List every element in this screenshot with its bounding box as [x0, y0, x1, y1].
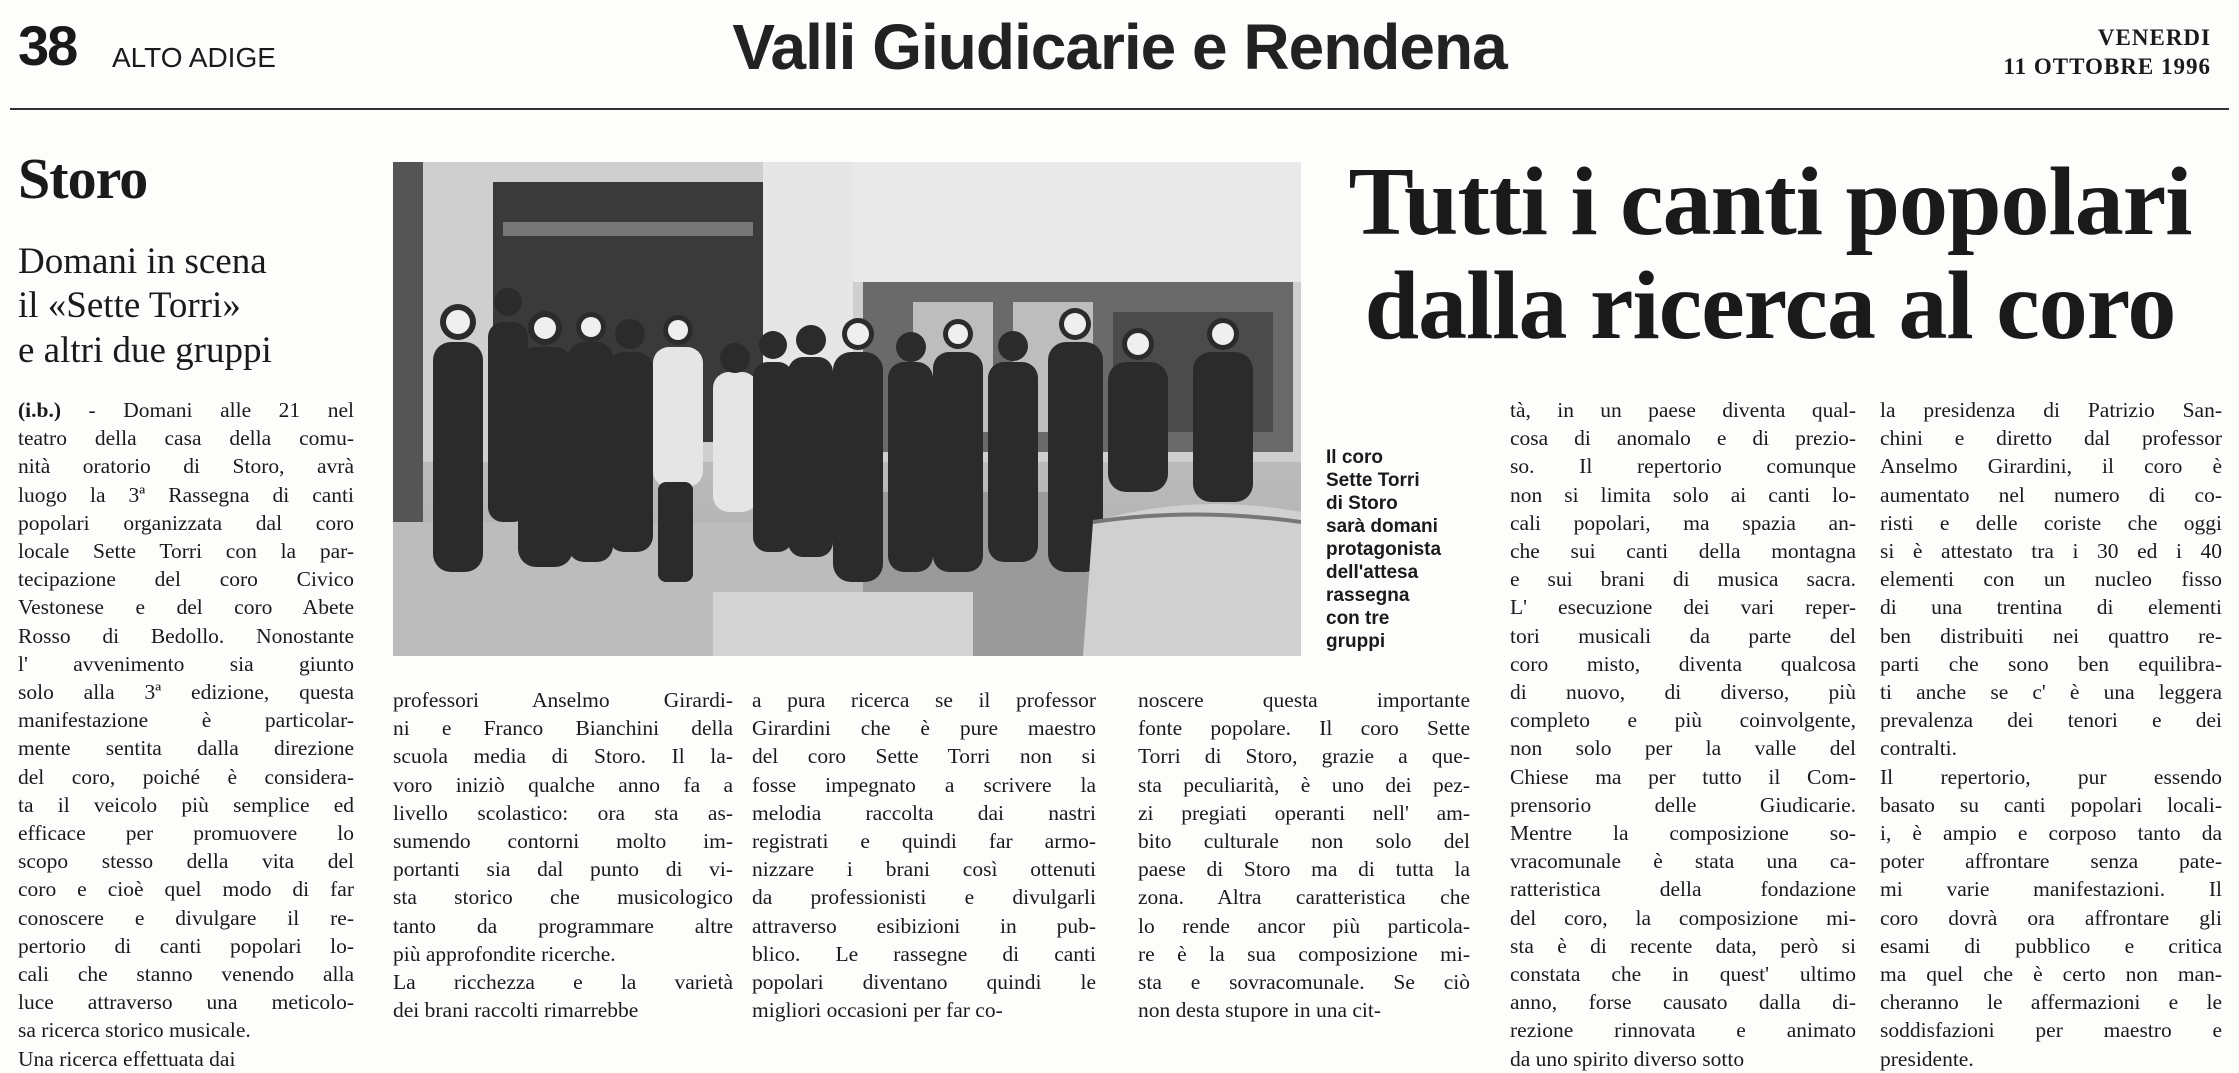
deck-line: il «Sette Torri»: [18, 285, 241, 327]
text-line: più approfondite ricerche.: [393, 941, 616, 966]
text-line: L' esecuzione dei vari reper-: [1510, 595, 1856, 620]
text-line: coro misto, diventa qualcosa: [1510, 651, 1856, 676]
text-line: ratteristica della fondazione: [1510, 877, 1856, 902]
choir-photo: [393, 162, 1301, 656]
text-line: coro e cioè quel modo di far: [18, 877, 354, 902]
text-line: non si limita solo ai canti lo-: [1510, 482, 1856, 507]
text-line: (i.b.) - Domani alle 21 nel: [18, 398, 354, 422]
text-line: migliori occasioni per far co-: [752, 998, 1003, 1023]
article-deck: [18, 240, 378, 373]
text-line: zi pregiati operanti nell' am-: [1138, 800, 1470, 825]
text-line: parti che sono ben equilibra-: [1880, 651, 2222, 676]
text-line: registrati e quindi far armo-: [752, 829, 1096, 854]
text-line: si è attestato tra i 30 ed i 40: [1880, 539, 2222, 564]
text-line: cali popolari, ma spazia an-: [1510, 510, 1856, 535]
caption-line: dell'attesa: [1326, 562, 1419, 583]
text-line: sta è di recente data, però si: [1510, 933, 1856, 958]
caption-line: con tre: [1326, 608, 1390, 629]
text-line: so. Il repertorio comunque: [1510, 454, 1856, 479]
caption-line: protagonista: [1326, 539, 1442, 560]
text-line: sta e sovracomunale. Se ciò: [1138, 970, 1470, 995]
byline: (i.b.): [18, 398, 61, 422]
text-line: tecipazione del coro Civico: [18, 567, 354, 592]
text-line: popolari diventano quindi le: [752, 970, 1096, 995]
text-line: attraverso esibizioni in pub-: [752, 913, 1096, 938]
text-line: conoscere e divulgare il re-: [18, 905, 354, 930]
text-line: lo rende ancor più particola-: [1138, 913, 1470, 938]
text-line: del coro, poiché è considera-: [18, 764, 354, 789]
caption-line: Il coro: [1326, 447, 1384, 468]
text-line: constata che in quest' ultimo: [1510, 962, 1856, 987]
text-line: del coro Sette Torri non si: [752, 744, 1096, 769]
choir-photo-image: [393, 162, 1301, 656]
text-line: da professionisti e divulgarli: [752, 885, 1096, 910]
text-line: la presidenza di Patrizio San-: [1880, 398, 2222, 422]
text-line: re è la sua composizione mi-: [1138, 941, 1470, 966]
text-line: l' avvenimento sia giunto: [18, 651, 354, 676]
article-location: Storo: [18, 146, 148, 211]
text-line: luce attraverso una meticolo-: [18, 990, 354, 1015]
text-line: nizzare i brani così ottenuti: [752, 857, 1096, 882]
date-weekday: VENERDI: [2097, 25, 2211, 50]
text-line: bito culturale non solo del: [1138, 829, 1470, 854]
newspaper-name: ALTO ADIGE: [112, 42, 276, 73]
text-line: scopo stesso della vita del: [18, 849, 354, 874]
text-line: chini e diretto dal professor: [1880, 426, 2222, 451]
text-line: poter affrontare senza pate-: [1880, 849, 2222, 874]
text-line: completo e più coinvolgente,: [1510, 708, 1856, 733]
text-line: sa ricerca storico musicale.: [18, 1018, 251, 1043]
text-line: cheranno le affermazioni e le: [1880, 990, 2222, 1015]
text-line: aumentato nel numero di co-: [1880, 482, 2222, 507]
text-line: efficace per promuovere lo: [18, 821, 354, 846]
text-line: cali che stanno venendo alla: [18, 962, 354, 987]
article-column-1: [18, 396, 354, 1073]
text-line: Il repertorio, pur essendo: [1880, 764, 2222, 789]
text-line: prevalenza dei tenori e dei: [1880, 708, 2222, 733]
section-headline: Valli Giudicarie e Rendena: [732, 11, 1507, 83]
text-line: portanti sia dal punto di vi-: [393, 857, 733, 882]
text-line: professori Anselmo Girardi-: [393, 688, 733, 712]
text-line: rezione rinnovata e animato: [1510, 1018, 1856, 1043]
text-line: teatro della casa della comu-: [18, 426, 354, 451]
text-line: sta storico che musicologico: [393, 885, 733, 910]
header-rule: [10, 108, 2229, 110]
text-line: coro dovrà ora affrontare gli: [1880, 905, 2222, 930]
text-line: scuola media di Storo. Il la-: [393, 744, 733, 769]
text-line: Vestonese e del coro Abete: [18, 595, 354, 620]
text-line: tanto da programmare altre: [393, 913, 733, 938]
text-line: non desta stupore in una cit-: [1138, 998, 1382, 1023]
text-line: popolari organizzata dal coro: [18, 510, 354, 535]
text-line: vracomunale è stata una ca-: [1510, 849, 1856, 874]
text-line: di nuovo, di diverso, più: [1510, 680, 1856, 705]
text-line: non solo per la valle del: [1510, 736, 1856, 761]
text-line: cosa di anomalo e di prezio-: [1510, 426, 1856, 451]
text-line: Una ricerca effettuata dai: [18, 1046, 236, 1071]
text-line: mi varie manifestazioni. Il: [1880, 877, 2222, 902]
caption-line: gruppi: [1326, 631, 1386, 652]
photo-caption: [1326, 446, 1446, 653]
text-line: Mentre la composizione so-: [1510, 821, 1856, 846]
text-line: ta il veicolo più semplice ed: [18, 792, 354, 817]
article-title: [1320, 150, 2220, 358]
text-line: La ricchezza e la varietà: [393, 970, 733, 995]
text-line: presidente.: [1880, 1046, 1974, 1071]
text-line: melodia raccolta dai nastri: [752, 800, 1096, 825]
text-line: i, è ampio e corposo tanto da: [1880, 821, 2222, 846]
text-line: basato su canti popolari locali-: [1880, 792, 2222, 817]
text-line: sta peculiarità, è uno dei pez-: [1138, 772, 1470, 797]
text-line: Chiese ma per tutto il Com-: [1510, 764, 1856, 789]
text-line: tà, in un paese diventa qual-: [1510, 398, 1856, 422]
text-line: voro iniziò qualche anno fa a: [393, 772, 733, 797]
text-line: pertorio di canti popolari lo-: [18, 933, 354, 958]
text-line: ma quel che è certo non man-: [1880, 962, 2222, 987]
text-line: Rosso di Bedollo. Nonostante: [18, 623, 354, 648]
text-line: zona. Altra caratteristica che: [1138, 885, 1470, 910]
issue-date: [2003, 24, 2211, 82]
text-line: elementi con un nucleo fisso: [1880, 567, 2222, 592]
text-line: Torri di Storo, grazie a que-: [1138, 744, 1470, 769]
caption-line: di Storo: [1326, 493, 1398, 514]
text-line: ni e Franco Bianchini della: [393, 716, 733, 741]
deck-line: Domani in scena: [18, 241, 267, 282]
text-line: prensorio delle Giudicarie.: [1510, 792, 1856, 817]
text-line: paese di Storo ma di tutta la: [1138, 857, 1470, 882]
text-line: ti anche se c' è una leggera: [1880, 680, 2222, 705]
text-line: noscere questa importante: [1138, 688, 1470, 712]
text-line: locale Sette Torri con la par-: [18, 539, 354, 564]
text-line: a pura ricerca se il professor: [752, 688, 1096, 712]
title-line: Tutti i canti popolari: [1348, 148, 2192, 256]
text-line: fonte popolare. Il coro Sette: [1138, 716, 1470, 741]
article-column-3: [752, 686, 1096, 1024]
text-line: mente sentita dalla direzione: [18, 736, 354, 761]
text-line: Girardini che è pure maestro: [752, 716, 1096, 741]
article-column-6: [1880, 396, 2222, 1073]
date-full: 11 OTTOBRE 1996: [2003, 53, 2211, 79]
caption-line: Sette Torri: [1326, 470, 1420, 491]
text-line: luogo la 3ª Rassegna di canti: [18, 482, 354, 507]
text-line: solo alla 3ª edizione, questa: [18, 680, 354, 705]
text-line: dei brani raccolti rimarrebbe: [393, 998, 639, 1023]
text-line: soddisfazioni per maestro e: [1880, 1018, 2222, 1043]
text-line: Anselmo Girardini, il coro è: [1880, 454, 2222, 479]
article-column-4: [1138, 686, 1470, 1024]
title-line: dalla ricerca al coro: [1364, 252, 2176, 360]
text-line: che sui canti della montagna: [1510, 539, 1856, 564]
text-line: tori musicali da parte del: [1510, 623, 1856, 648]
text-line: del coro, la composizione mi-: [1510, 905, 1856, 930]
article-column-5: [1510, 396, 1856, 1073]
text-line: contralti.: [1880, 736, 1958, 761]
article-column-2: [393, 686, 733, 1024]
caption-line: sarà domani: [1326, 516, 1438, 537]
text-line: risti e delle coriste che oggi: [1880, 510, 2222, 535]
text-line: da uno spirito diverso sotto: [1510, 1046, 1745, 1071]
text-line: anno, forse causato dalla di-: [1510, 990, 1856, 1015]
deck-line: e altri due gruppi: [18, 329, 272, 371]
text-line: fosse impegnato a scrivere la: [752, 772, 1096, 797]
text-line: sumendo contorni molto im-: [393, 829, 733, 854]
text-line: livello scolastico: ora sta as-: [393, 800, 733, 825]
text-line: ben distribuiti nei quattro re-: [1880, 623, 2222, 648]
text-line: manifestazione è particolar-: [18, 708, 354, 733]
text-line: blico. Le rassegne di canti: [752, 941, 1096, 966]
text-line: nità oratorio di Storo, avrà: [18, 454, 354, 479]
page-number: 38: [18, 14, 77, 77]
text-line: e sui brani di musica sacra.: [1510, 567, 1856, 592]
text-line: esami di pubblico e critica: [1880, 933, 2222, 958]
text-line: di una trentina di elementi: [1880, 595, 2222, 620]
caption-line: rassegna: [1326, 585, 1410, 606]
